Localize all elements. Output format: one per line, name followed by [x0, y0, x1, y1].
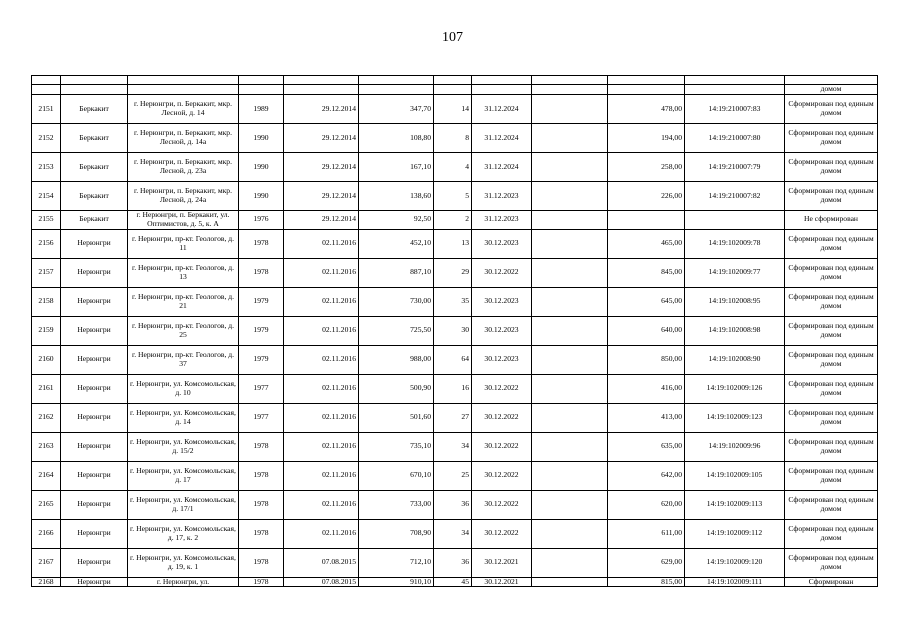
cost-cell	[608, 211, 685, 230]
address-cell: г. Нерюнгри, пр-кт. Геологов, д. 37	[128, 345, 239, 374]
table-row	[32, 229, 878, 258]
date-cell: 29.12.2014	[284, 95, 359, 124]
year-cell: 1978	[239, 490, 284, 519]
empty-cell	[532, 95, 608, 124]
deadline-cell: 31.12.2024	[472, 124, 532, 153]
cadastral-number-cell: 14:19:102009:112	[685, 519, 785, 548]
deadline-cell: 31.12.2024	[472, 95, 532, 124]
status-cell: Сформирован под единым домом	[785, 345, 878, 374]
address-cell: г. Нерюнгри, п. Беркакит, мкр. Лесной, д. 24а	[128, 182, 239, 211]
cadastral-number-cell: 14:19:102009:113	[685, 490, 785, 519]
cost-cell: 465,00	[608, 229, 685, 258]
status-cell: домом	[785, 85, 878, 95]
area-cell: 988,00	[359, 345, 434, 374]
status-cell: Сформирован под единым домом	[785, 490, 878, 519]
table-row	[32, 374, 878, 403]
cost-cell: 478,00	[608, 95, 685, 124]
address-cell: г. Нерюнгри, пр-кт. Геологов, д. 11	[128, 229, 239, 258]
table-row	[32, 182, 878, 211]
deadline-cell: 31.12.2023	[472, 211, 532, 230]
status-cell: Сформирован под единым домом	[785, 403, 878, 432]
address-cell: г. Нерюнгри, п. Беркакит, мкр. Лесной, д. 23а	[128, 153, 239, 182]
area-cell: 452,10	[359, 229, 434, 258]
address-cell: г. Нерюнгри, пр-кт. Геологов, д. 25	[128, 316, 239, 345]
row-number-cell: 2154	[32, 182, 61, 211]
row-number-cell: 2158	[32, 287, 61, 316]
cost-cell: 645,00	[608, 287, 685, 316]
status-cell: Не сформирован	[785, 211, 878, 230]
date-cell: 02.11.2016	[284, 519, 359, 548]
date-cell: 02.11.2016	[284, 316, 359, 345]
settlement-cell: Нерюнгри	[61, 316, 128, 345]
empty-cell	[532, 258, 608, 287]
deadline-cell: 30.12.2022	[472, 403, 532, 432]
empty-cell	[532, 345, 608, 374]
count-cell: 5	[434, 182, 472, 211]
area-cell: 887,10	[359, 258, 434, 287]
table-row	[32, 403, 878, 432]
deadline-cell: 30.12.2022	[472, 258, 532, 287]
area-cell: 500,90	[359, 374, 434, 403]
status-cell: Сформирован под единым домом	[785, 182, 878, 211]
table-body	[32, 76, 878, 587]
count-cell: 16	[434, 374, 472, 403]
settlement-cell: Нерюнгри	[61, 519, 128, 548]
row-number-cell: 2168	[32, 577, 61, 587]
cadastral-number-cell: 14:19:210007:79	[685, 153, 785, 182]
deadline-cell: 30.12.2021	[472, 577, 532, 587]
settlement-cell: Нерюнгри	[61, 345, 128, 374]
address-cell: г. Нерюнгри, ул.	[128, 577, 239, 587]
cost-cell: 629,00	[608, 548, 685, 577]
area-cell: 733,00	[359, 490, 434, 519]
empty-cell	[532, 182, 608, 211]
area-cell: 167,10	[359, 153, 434, 182]
count-cell: 34	[434, 519, 472, 548]
date-cell: 02.11.2016	[284, 403, 359, 432]
empty-cell	[532, 432, 608, 461]
table-row	[32, 490, 878, 519]
row-number-cell: 2163	[32, 432, 61, 461]
cost-cell: 611,00	[608, 519, 685, 548]
deadline-cell: 30.12.2022	[472, 432, 532, 461]
row-number-cell: 2161	[32, 374, 61, 403]
date-cell: 02.11.2016	[284, 258, 359, 287]
settlement-cell: Нерюнгри	[61, 548, 128, 577]
settlement-cell: Нерюнгри	[61, 490, 128, 519]
table-row	[32, 519, 878, 548]
address-cell: г. Нерюнгри, п. Беркакит, мкр. Лесной, д. 14а	[128, 124, 239, 153]
status-cell: Сформирован под единым домом	[785, 548, 878, 577]
count-cell: 45	[434, 577, 472, 587]
table-row	[32, 432, 878, 461]
area-cell: 712,10	[359, 548, 434, 577]
empty-cell	[532, 490, 608, 519]
deadline-cell: 30.12.2022	[472, 461, 532, 490]
year-cell: 1978	[239, 577, 284, 587]
date-cell: 29.12.2014	[284, 211, 359, 230]
settlement-cell: Нерюнгри	[61, 287, 128, 316]
table-row	[32, 211, 878, 230]
cadastral-number-cell: 14:19:102009:123	[685, 403, 785, 432]
cost-cell: 226,00	[608, 182, 685, 211]
area-cell: 92,50	[359, 211, 434, 230]
status-cell: Сформирован под единым домом	[785, 461, 878, 490]
deadline-cell: 31.12.2023	[472, 182, 532, 211]
count-cell: 29	[434, 258, 472, 287]
year-cell: 1977	[239, 403, 284, 432]
cost-cell: 194,00	[608, 124, 685, 153]
area-cell: 735,10	[359, 432, 434, 461]
cadastral-number-cell: 14:19:102009:78	[685, 229, 785, 258]
date-cell: 02.11.2016	[284, 461, 359, 490]
count-cell: 35	[434, 287, 472, 316]
cadastral-number-cell	[685, 211, 785, 230]
cadastral-number-cell: 14:19:102009:77	[685, 258, 785, 287]
status-cell: Сформирован под единым домом	[785, 287, 878, 316]
cost-cell: 845,00	[608, 258, 685, 287]
settlement-cell: Нерюнгри	[61, 577, 128, 587]
cost-cell: 642,00	[608, 461, 685, 490]
year-cell: 1978	[239, 519, 284, 548]
settlement-cell: Нерюнгри	[61, 432, 128, 461]
cadastral-number-cell: 14:19:102009:111	[685, 577, 785, 587]
table-row	[32, 461, 878, 490]
row-number-cell: 2152	[32, 124, 61, 153]
empty-cell	[532, 403, 608, 432]
date-cell: 29.12.2014	[284, 124, 359, 153]
count-cell: 13	[434, 229, 472, 258]
row-number-cell: 2160	[32, 345, 61, 374]
settlement-cell: Нерюнгри	[61, 403, 128, 432]
settlement-cell: Беркакит	[61, 153, 128, 182]
cost-cell: 640,00	[608, 316, 685, 345]
register-table	[31, 75, 878, 587]
address-cell: г. Нерюнгри, ул. Комсомольская, д. 10	[128, 374, 239, 403]
header-remnant-row	[32, 76, 878, 85]
cadastral-number-cell: 14:19:210007:80	[685, 124, 785, 153]
status-cell: Сформирован под единым домом	[785, 153, 878, 182]
settlement-cell: Беркакит	[61, 182, 128, 211]
deadline-cell: 31.12.2024	[472, 153, 532, 182]
status-cell: Сформирован	[785, 577, 878, 587]
cadastral-number-cell: 14:19:102008:90	[685, 345, 785, 374]
cost-cell: 258,00	[608, 153, 685, 182]
table-row	[32, 316, 878, 345]
date-cell: 02.11.2016	[284, 432, 359, 461]
cost-cell: 413,00	[608, 403, 685, 432]
date-cell: 02.11.2016	[284, 374, 359, 403]
status-cell: Сформирован под единым домом	[785, 316, 878, 345]
year-cell: 1978	[239, 432, 284, 461]
year-cell: 1990	[239, 124, 284, 153]
count-cell: 4	[434, 153, 472, 182]
row-number-cell: 2157	[32, 258, 61, 287]
year-cell: 1979	[239, 316, 284, 345]
address-cell: г. Нерюнгри, ул. Комсомольская, д. 17	[128, 461, 239, 490]
address-cell: г. Нерюнгри, ул. Комсомольская, д. 15/2	[128, 432, 239, 461]
cost-cell: 635,00	[608, 432, 685, 461]
settlement-cell: Нерюнгри	[61, 229, 128, 258]
row-number-cell: 2155	[32, 211, 61, 230]
area-cell: 108,80	[359, 124, 434, 153]
table-row	[32, 124, 878, 153]
empty-cell	[532, 374, 608, 403]
cadastral-number-cell: 14:19:210007:83	[685, 95, 785, 124]
row-number-cell: 2153	[32, 153, 61, 182]
status-cell: Сформирован под единым домом	[785, 95, 878, 124]
area-cell: 708,90	[359, 519, 434, 548]
area-cell: 501,60	[359, 403, 434, 432]
cost-cell: 620,00	[608, 490, 685, 519]
year-cell: 1990	[239, 182, 284, 211]
year-cell: 1977	[239, 374, 284, 403]
date-cell: 02.11.2016	[284, 287, 359, 316]
count-cell: 34	[434, 432, 472, 461]
deadline-cell: 30.12.2022	[472, 490, 532, 519]
table-row	[32, 548, 878, 577]
year-cell: 1979	[239, 287, 284, 316]
year-cell: 1989	[239, 95, 284, 124]
cadastral-number-cell: 14:19:102008:95	[685, 287, 785, 316]
count-cell: 8	[434, 124, 472, 153]
deadline-cell: 30.12.2023	[472, 229, 532, 258]
area-cell: 730,00	[359, 287, 434, 316]
count-cell: 36	[434, 548, 472, 577]
address-cell: г. Нерюнгри, ул. Комсомольская, д. 17, к. 2	[128, 519, 239, 548]
settlement-cell: Беркакит	[61, 95, 128, 124]
empty-cell	[532, 211, 608, 230]
deadline-cell: 30.12.2023	[472, 345, 532, 374]
cadastral-number-cell: 14:19:102009:96	[685, 432, 785, 461]
page-number: 107	[442, 30, 463, 45]
empty-cell	[532, 461, 608, 490]
count-cell: 30	[434, 316, 472, 345]
date-cell: 02.11.2016	[284, 345, 359, 374]
year-cell: 1976	[239, 211, 284, 230]
row-number-cell: 2162	[32, 403, 61, 432]
year-cell: 1990	[239, 153, 284, 182]
row-number-cell: 2167	[32, 548, 61, 577]
deadline-cell: 30.12.2021	[472, 548, 532, 577]
continued-row-tail	[32, 85, 878, 95]
address-cell: г. Нерюнгри, ул. Комсомольская, д. 17/1	[128, 490, 239, 519]
year-cell: 1979	[239, 345, 284, 374]
table-row	[32, 95, 878, 124]
cadastral-number-cell: 14:19:102008:98	[685, 316, 785, 345]
empty-cell	[532, 316, 608, 345]
status-cell: Сформирован под единым домом	[785, 432, 878, 461]
empty-cell	[532, 548, 608, 577]
cadastral-number-cell: 14:19:102009:120	[685, 548, 785, 577]
date-cell: 07.08.2015	[284, 577, 359, 587]
date-cell: 02.11.2016	[284, 490, 359, 519]
deadline-cell: 30.12.2023	[472, 287, 532, 316]
cadastral-number-cell: 14:19:210007:82	[685, 182, 785, 211]
settlement-cell: Беркакит	[61, 124, 128, 153]
address-cell: г. Нерюнгри, пр-кт. Геологов, д. 21	[128, 287, 239, 316]
empty-cell	[532, 519, 608, 548]
status-cell: Сформирован под единым домом	[785, 124, 878, 153]
row-number-cell: 2159	[32, 316, 61, 345]
year-cell: 1978	[239, 229, 284, 258]
cost-cell: 850,00	[608, 345, 685, 374]
table-row	[32, 345, 878, 374]
row-number-cell: 2151	[32, 95, 61, 124]
count-cell: 27	[434, 403, 472, 432]
address-cell: г. Нерюнгри, п. Беркакит, ул. Оптимистов, д. 5, к. А	[128, 211, 239, 230]
status-cell: Сформирован под единым домом	[785, 229, 878, 258]
date-cell: 07.08.2015	[284, 548, 359, 577]
table-row	[32, 287, 878, 316]
deadline-cell: 30.12.2023	[472, 316, 532, 345]
year-cell: 1978	[239, 258, 284, 287]
settlement-cell: Беркакит	[61, 211, 128, 230]
area-cell: 725,50	[359, 316, 434, 345]
year-cell: 1978	[239, 461, 284, 490]
date-cell: 02.11.2016	[284, 229, 359, 258]
cost-cell: 815,00	[608, 577, 685, 587]
address-cell: г. Нерюнгри, ул. Комсомольская, д. 14	[128, 403, 239, 432]
table-row	[32, 258, 878, 287]
address-cell: г. Нерюнгри, пр-кт. Геологов, д. 13	[128, 258, 239, 287]
settlement-cell: Нерюнгри	[61, 461, 128, 490]
cadastral-number-cell: 14:19:102009:105	[685, 461, 785, 490]
row-number-cell: 2156	[32, 229, 61, 258]
deadline-cell: 30.12.2022	[472, 519, 532, 548]
count-cell: 14	[434, 95, 472, 124]
settlement-cell: Нерюнгри	[61, 374, 128, 403]
count-cell: 64	[434, 345, 472, 374]
empty-cell	[532, 287, 608, 316]
row-number-cell: 2166	[32, 519, 61, 548]
deadline-cell: 30.12.2022	[472, 374, 532, 403]
status-cell: Сформирован под единым домом	[785, 519, 878, 548]
empty-cell	[532, 124, 608, 153]
cadastral-number-cell: 14:19:102009:126	[685, 374, 785, 403]
empty-cell	[532, 577, 608, 587]
row-number-cell: 2164	[32, 461, 61, 490]
area-cell: 347,70	[359, 95, 434, 124]
cost-cell: 416,00	[608, 374, 685, 403]
empty-cell	[532, 153, 608, 182]
row-number-cell: 2165	[32, 490, 61, 519]
address-cell: г. Нерюнгри, п. Беркакит, мкр. Лесной, д. 14	[128, 95, 239, 124]
table-row	[32, 577, 878, 587]
area-cell: 138,60	[359, 182, 434, 211]
status-cell: Сформирован под единым домом	[785, 374, 878, 403]
count-cell: 25	[434, 461, 472, 490]
settlement-cell: Нерюнгри	[61, 258, 128, 287]
date-cell: 29.12.2014	[284, 153, 359, 182]
empty-cell	[532, 229, 608, 258]
count-cell: 36	[434, 490, 472, 519]
date-cell: 29.12.2014	[284, 182, 359, 211]
area-cell: 910,10	[359, 577, 434, 587]
area-cell: 670,10	[359, 461, 434, 490]
year-cell: 1978	[239, 548, 284, 577]
table-row	[32, 153, 878, 182]
status-cell: Сформирован под единым домом	[785, 258, 878, 287]
count-cell: 2	[434, 211, 472, 230]
address-cell: г. Нерюнгри, ул. Комсомольская, д. 19, к. 1	[128, 548, 239, 577]
